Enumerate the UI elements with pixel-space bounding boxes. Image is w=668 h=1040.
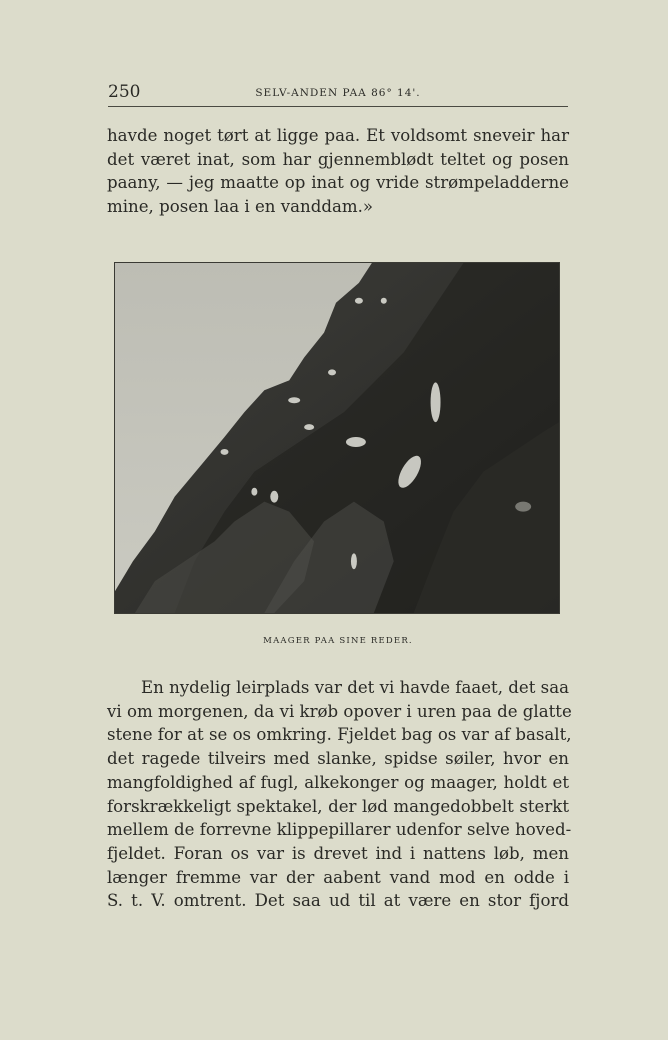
paragraph-line: længer fremme var der aabent vand mod en odde i (107, 867, 569, 887)
paragraph-line: mangfoldighed af fugl, alkekonger og maager, holdt et (107, 772, 569, 792)
paragraph-line: paany, — jeg maatte op inat og vride strømpeladderne (107, 173, 569, 193)
cliff-photograph (114, 262, 560, 614)
paragraph-line: havde noget tørt at ligge paa. Et voldsomt sneveir har (107, 126, 569, 145)
paragraph-line: mine, posen laa i en vanddam.» (107, 197, 373, 217)
page-header (108, 78, 568, 106)
paragraph-line: En nydelig leirplads var det vi havde faaet, det saa (141, 678, 569, 697)
page-number: 250 (108, 82, 141, 102)
paragraph-line: fjeldet. Foran os var is drevet ind i nattens løb, men (107, 843, 569, 863)
paragraph-2 (107, 676, 572, 913)
running-title: SELV-ANDEN PAA 86° 14'. (255, 87, 421, 99)
paragraph-line: stene for at se os omkring. Fjeldet bag os var af basalt, (107, 725, 572, 745)
paragraph-line: vi om morgenen, da vi krøb opover i uren paa de glatte (107, 701, 572, 721)
cliff-photo-illustration (115, 263, 559, 613)
header-rule (108, 106, 568, 107)
paragraph-1 (107, 124, 569, 219)
figure-caption: MAAGER PAA SINE REDER. (263, 636, 413, 646)
paragraph-line: forskrækkeligt spektakel, der lød mangedobbelt sterkt (107, 796, 569, 816)
paragraph-line: mellem de forrevne klippepillarer udenfor selve hoved- (107, 820, 572, 840)
paragraph-line: det været inat, som har gjennemblødt teltet og posen (107, 149, 569, 169)
paragraph-line: det ragede tilveirs med slanke, spidse søiler, hvor en (107, 749, 569, 769)
paragraph-line: S. t. V. omtrent. Det saa ud til at være en stor fjord (107, 891, 569, 911)
